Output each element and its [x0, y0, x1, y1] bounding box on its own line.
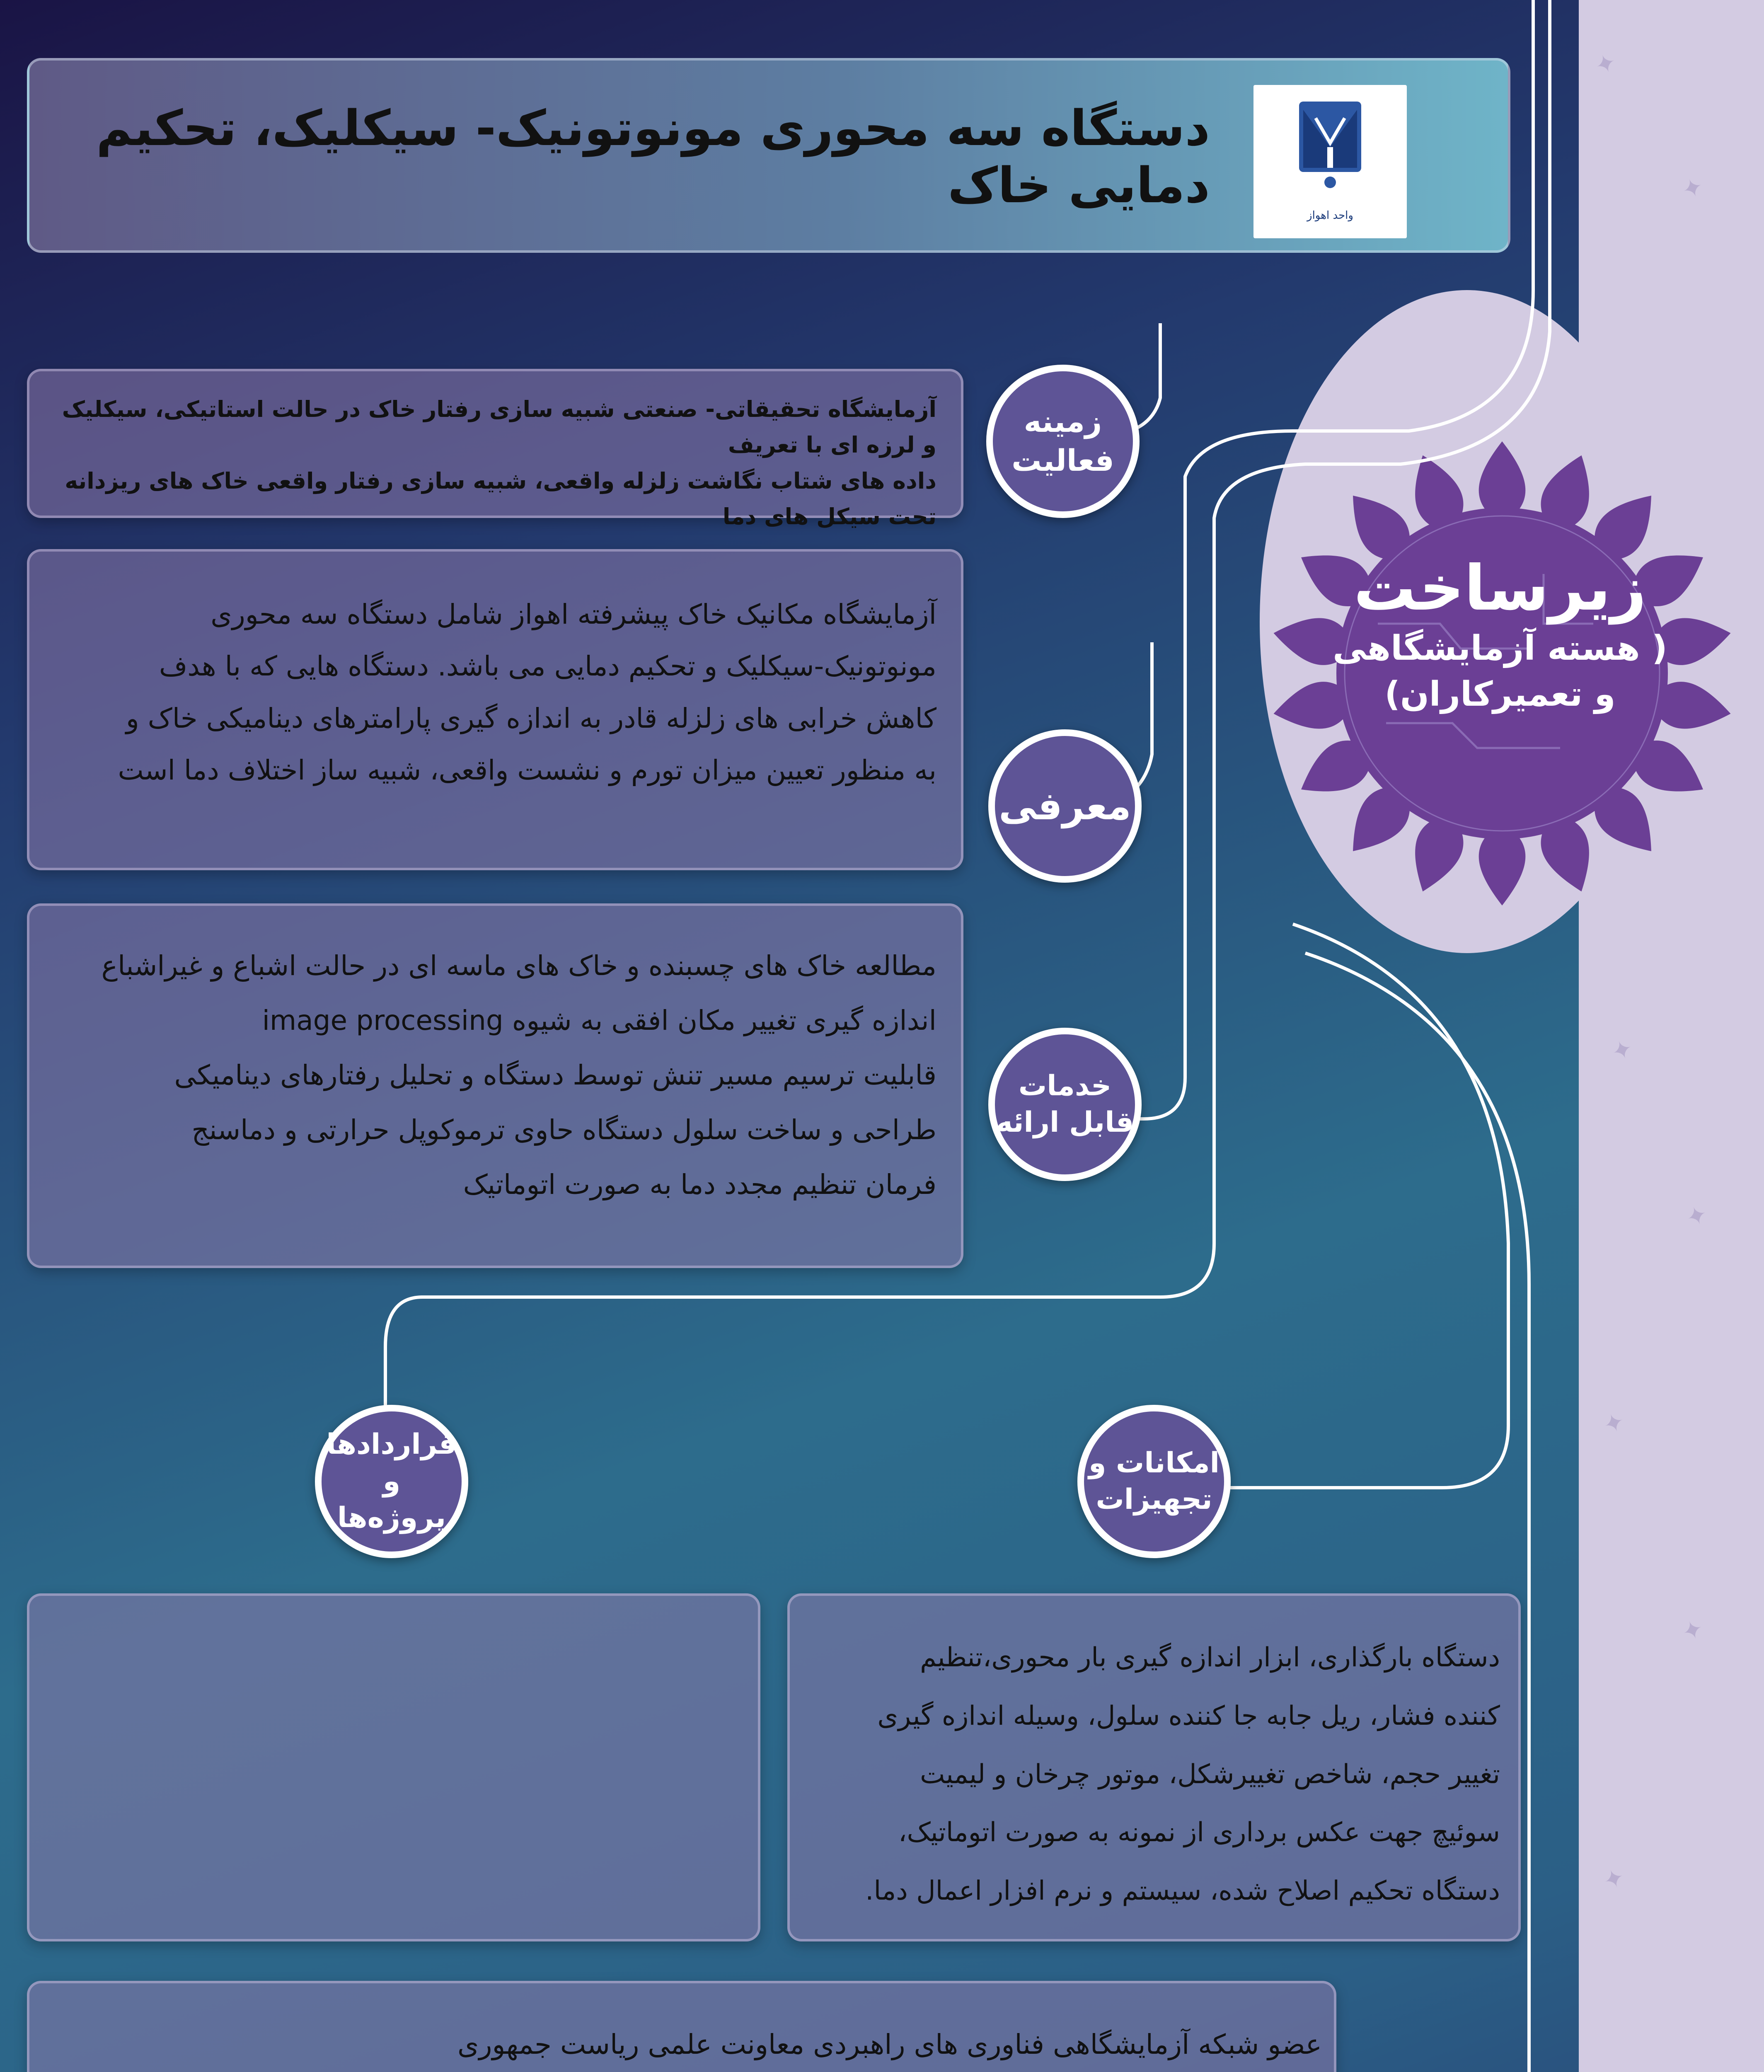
badge-label: معرفی [999, 784, 1131, 828]
equipment-line: دستگاه بارگذاری، ابزار اندازه گیری بار محوری،تنظیم [920, 1642, 1500, 1673]
page-title: دستگاه سه محوری مونوتونیک- سیکلیک، تحکیم دمایی خاک [96, 99, 1210, 214]
activity-line: داده های شتاب نگاشت زلزله واقعی، شبیه سازی رفتار واقعی خاک های ریزدانه تحت سیکل های دما [65, 467, 936, 530]
licenses-text: عضو شبکه آزمایشگاهی فناوری های راهبردی معاونت علمی ریاست جمهوری [457, 2028, 1322, 2060]
infrastructure-subtitle: ( هسته آزمایشگاهی [1333, 629, 1667, 668]
watermark-icon: ✦ [1607, 1033, 1637, 1068]
badge-label: زمینه [1024, 404, 1102, 439]
infrastructure-heading: زیرساخت [1353, 552, 1647, 625]
services-badge [988, 1028, 1142, 1181]
badge-label: خدمات [1018, 1069, 1112, 1102]
activity-line: آزمایشگاه تحقیقاتی- صنعتی شبیه سازی رفتار خاک در حالت استاتیکی، سیکلیک و لرزه ای با تعریف [62, 396, 936, 458]
badge-label: پروژه‌ها [337, 1501, 446, 1535]
badge-label: قابل ارائه [996, 1106, 1134, 1139]
watermark-icon: ✦ [1682, 1199, 1712, 1234]
watermark-icon: ✦ [1678, 1613, 1708, 1648]
equipment-line: سوئیچ جهت عکس برداری از نمونه به صورت اتوماتیک، [898, 1817, 1500, 1848]
infrastructure-subtitle: و تعمیرکاران) [1384, 674, 1616, 714]
side-decoration-strip [1579, 0, 1764, 2072]
badge-label: قراردادها و [326, 1428, 457, 1498]
logo-caption: واحد اهواز [1307, 209, 1353, 222]
intro-line: کاهش خرابی های زلزله قادر به اندازه گیری پارامترهای دینامیکی خاک و [126, 702, 936, 734]
intro-line: به منظور تعیین میزان تورم و نشست واقعی، شبیه ساز اختلاف دما است [118, 754, 936, 787]
badge-label: امکانات و [1089, 1446, 1220, 1479]
equipment-text [812, 1629, 1500, 1920]
watermark-icon: ✦ [1599, 1862, 1629, 1897]
equipment-badge [1077, 1405, 1231, 1558]
equipment-line: کننده فشار، ریل جابه جا کننده سلول، وسیله اندازه گیری [877, 1700, 1500, 1731]
badge-label: فعالیت [1011, 443, 1114, 478]
intro-line: آزمایشگاه مکانیک خاک پیشرفته اهواز شامل دستگاه سه محوری [211, 598, 936, 630]
services-text [46, 939, 936, 1212]
badge-label: تجهیزات [1096, 1483, 1212, 1516]
equipment-line: دستگاه تحکیم اصلاح شده، سیستم و نرم افزار اعمال دما. [865, 1876, 1500, 1907]
services-line: فرمان تنظیم مجدد دما به صورت اتوماتیک [463, 1169, 936, 1201]
contracts-badge [315, 1405, 468, 1558]
watermark-icon: ✦ [1591, 47, 1621, 82]
services-line: مطالعه خاک های چسبنده و خاک های ماسه ای در حالت اشباع و غیراشباع [101, 950, 936, 982]
services-line: اندازه گیری تغییر مکان افقی به شیوه image processing [262, 1005, 936, 1036]
activity-badge [986, 365, 1140, 518]
intro-line: مونوتونیک-سیکلیک و تحکیم دمایی می باشد. دستگاه هایی که با هدف [159, 650, 936, 683]
watermark-icon: ✦ [1599, 1406, 1629, 1441]
university-logo [1253, 85, 1407, 238]
equipment-line: تغییر حجم، شاخص تغییرشکل، موتور چرخان و لیمیت [920, 1759, 1500, 1790]
university-emblem-icon [1253, 85, 1407, 209]
contracts-panel [27, 1593, 760, 1941]
infrastructure-title [1293, 551, 1707, 717]
services-line: طراحی و ساخت سلول دستگاه حاوی ترموکوپل حرارتی و دماسنج [191, 1114, 936, 1146]
watermark-icon: ✦ [1678, 171, 1708, 206]
activity-text [46, 392, 936, 535]
intro-badge [988, 729, 1142, 883]
services-line: قابلیت ترسیم مسیر تنش توسط دستگاه و تحلیل رفتارهای دینامیکی [174, 1059, 936, 1091]
intro-text [46, 588, 936, 796]
